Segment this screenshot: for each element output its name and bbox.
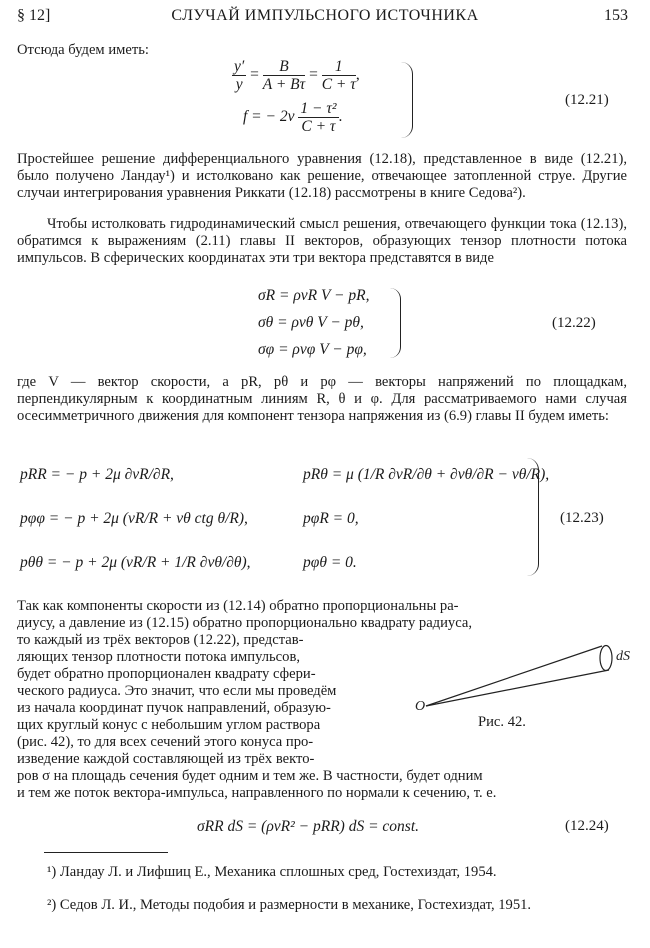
equation-12-23-l1-right: pRθ = μ (1/R ∂vR/∂θ + ∂vθ/∂R − vθ/R), (303, 466, 550, 483)
paragraph-4-line: щих круглый конус с небольшим углом раствора (17, 717, 321, 733)
paragraph-4-line: то каждый из трёх векторов (12.22), представ- (17, 632, 304, 648)
equation-number: (12.21) (565, 92, 609, 108)
equation-number: (12.24) (565, 818, 609, 834)
equation-12-23-l1-left: pRR = − p + 2μ ∂vR/∂R, (20, 466, 174, 483)
section-marker: § 12] (17, 7, 51, 24)
paragraph-4-line: Так как компоненты скорости из (12.14) обратно пропорциональны ра- (17, 598, 459, 614)
equation-12-23-l2-left: pφφ = − p + 2μ (vR/R + vθ ctg θ/R), (20, 510, 248, 527)
equation-12-21-line2: f = − 2ν $\frac{\text{1 − τ²}}{C + \tau}$ . (243, 100, 343, 135)
footnote-1: ¹) Ландау Л. и Лифшиц Е., Механика сплошных сред, Гостехиздат, 1954. (47, 864, 497, 880)
equation-12-22-line1: σR = ρvR V − pR, (258, 287, 370, 304)
origin-label: O (415, 699, 426, 714)
ds-label: dS (616, 649, 630, 664)
paragraph-4-line: диусу, а давление из (12.15) обратно пропорционально квадрату радиуса, (17, 615, 472, 631)
footnote-rule (44, 852, 168, 853)
equation-brace (526, 458, 539, 576)
equation-12-24: σRR dS = (ρvR² − pRR) dS = const. (197, 818, 419, 835)
running-title: СЛУЧАЙ ИМПУЛЬСНОГО ИСТОЧНИКА (171, 7, 479, 24)
equation-12-21-line1: $\frac{y'}{y}$ = $\frac{B}{A + B\tau}$ = $\frac{1}{C + \tau}$ , (234, 58, 360, 93)
paragraph-4-line: изведение каждой составляющей из трёх векто- (17, 751, 315, 767)
footnote-2: ²) Седов Л. И., Методы подобия и размерности в механике, Гостехиздат, 1951. (47, 897, 532, 913)
cone-figure (412, 640, 640, 720)
paragraph-4-line: (рис. 42), то для всех сечений этого конуса про- (17, 734, 314, 750)
equation-number: (12.23) (560, 510, 604, 526)
paragraph-4-line: ров σ на площадь сечения будет одним и тем же. В частности, будет одним (17, 768, 483, 784)
equation-number: (12.22) (552, 315, 596, 331)
equation-12-23-l3-left: pθθ = − p + 2μ (vR/R + 1/R ∂vθ/∂θ), (20, 554, 251, 571)
paragraph-2: Чтобы истолковать гидродинамический смысл решения, отвечающего функции тока (12.13), обратимся к выражениям (2.11) главы II векторов, образующих тензор плотности потока импульсов. В сферических координатах эти три вектора представятся в виде (17, 216, 627, 266)
paragraph-4-line: и тем же поток вектора-импульса, направленного по нормали к сечению, т. е. (17, 785, 497, 801)
equation-12-22-line3: σφ = ρvφ V − pφ, (258, 341, 367, 358)
paragraph-4-line: ческого радиуса. Это значит, что если мы проведём (17, 683, 337, 699)
equation-12-22-line2: σθ = ρvθ V − pθ, (258, 314, 364, 331)
page-number: 153 (604, 7, 628, 24)
equation-brace (390, 288, 401, 358)
paragraph-4-line: из начала координат пучок направлений, образую- (17, 700, 331, 716)
paragraph-3: где V — вектор скорости, а pR, pθ и pφ — векторы напряжений по площадкам, перпендикулярным к координатным линиям R, θ и φ. Для рассматриваемого нами случая осесимметричного движения для компонент тензора напряжения из (6.9) главы II будем иметь: (17, 374, 627, 424)
cone-section-ellipse (600, 646, 612, 671)
paragraph-4-line: будет обратно пропорционален квадрату сфери- (17, 666, 316, 682)
paragraph-1: Простейшее решение дифференциального уравнения (12.18), представленное в виде (12.21), было получено Ландау¹) и истолковано как решение, отвечающее затопленной струе. Другие случаи интегрирования уравнения Риккати (12.18) рассмотрены в книге Седова²). (17, 151, 627, 201)
equation-12-23-l3-right: pφθ = 0. (303, 554, 357, 571)
figure-caption: Рис. 42. (478, 714, 526, 730)
intro-text: Отсюда будем иметь: (17, 42, 149, 58)
equation-12-23-l2-right: pφR = 0, (303, 510, 359, 527)
equation-brace (400, 62, 413, 138)
paragraph-4-line: ляющих тензор плотности потока импульсов, (17, 649, 300, 665)
